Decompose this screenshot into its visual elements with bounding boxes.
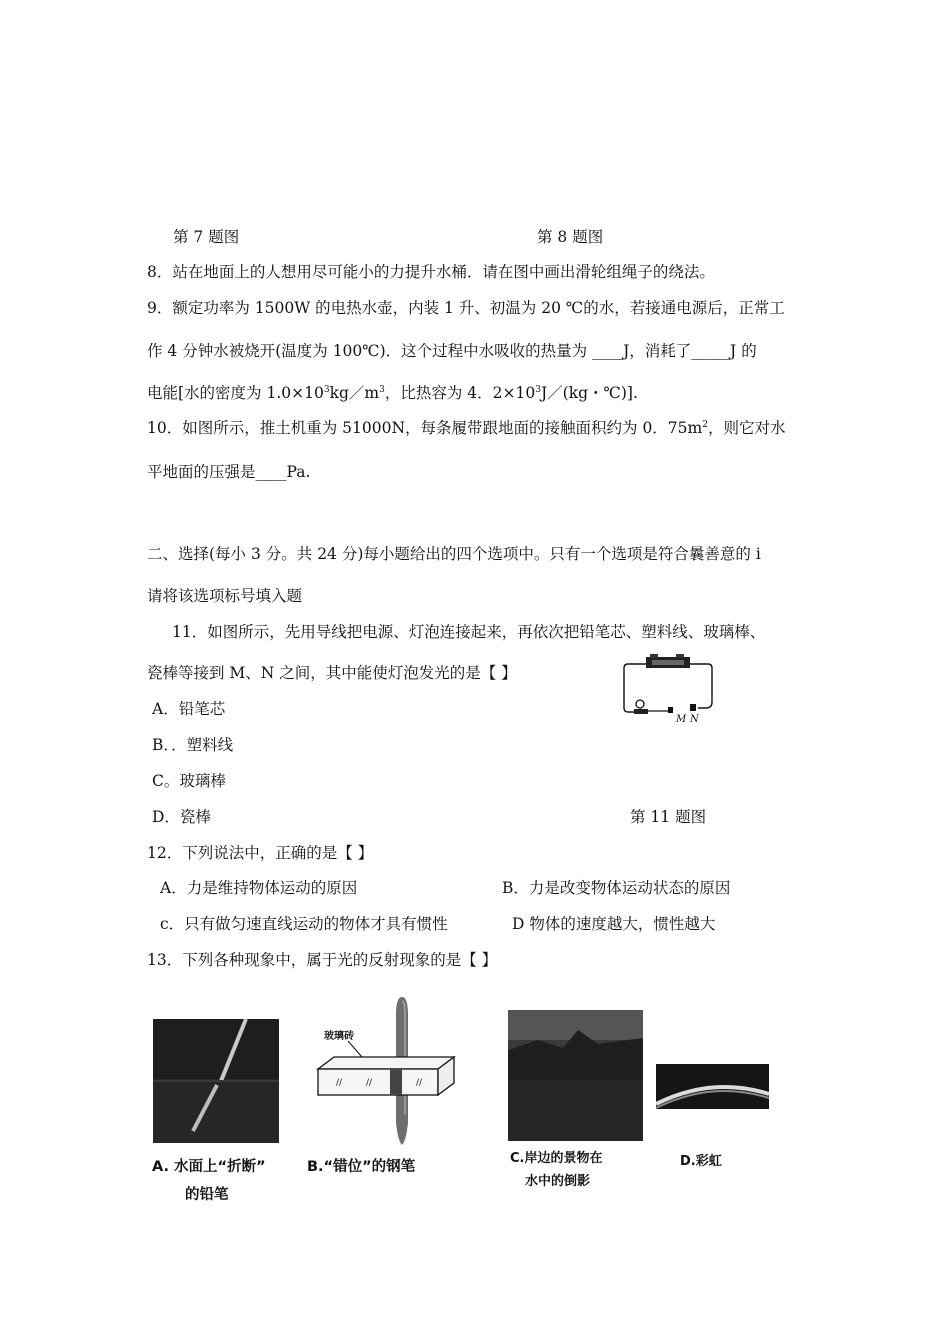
question-13-stem: 13．下列各种现象中，属于光的反射现象的是【 】: [147, 951, 498, 969]
section-2-heading: 二、选择(每小 3 分。共 24 分)每小题给出的四个选项中。只有一个选项是符合曩善意的 i: [147, 545, 761, 563]
label-m: M: [676, 714, 687, 724]
photo-refracted-pencil: [153, 1019, 279, 1143]
fig11-caption: 第 11 题图: [630, 808, 707, 826]
section-2-instruction: 请将该选项标号填入题: [147, 587, 303, 605]
glass-block-pen-figure: [310, 995, 460, 1147]
pencil-drawing: [153, 1019, 279, 1143]
glass-block-label: 玻璃砖: [324, 1031, 354, 1042]
svg-text://: //: [366, 1078, 373, 1088]
caption-d: D.彩虹: [680, 1154, 722, 1169]
reflection-drawing: [508, 1010, 643, 1141]
question-9-line3: 电能[水的密度为 $1.0\times 10^3kg/m^3$，比热容为 4．$2\times 10^3J/(kg$・℃)].: [147, 384, 638, 402]
caption-c-line1: C.岸边的景物在: [510, 1151, 603, 1166]
q12-option-d: D 物体的速度越大，惯性越大: [512, 915, 716, 933]
rainbow-drawing: [656, 1064, 769, 1109]
circuit-figure: [612, 652, 722, 724]
q12-option-b: B．力是改变物体运动状态的原因: [502, 879, 731, 897]
photo-reflection: [508, 1010, 643, 1141]
q11-option-a: A．铅笔芯: [152, 700, 226, 718]
question-10-line2: 平地面的压强是____Pa.: [147, 463, 311, 481]
label-n: N: [690, 714, 699, 724]
svg-text://: //: [416, 1078, 423, 1088]
question-9-line1: 9．额定功率为 1500W 的电热水壶，内装 1 升、初温为 20 ℃的水，若接通电源后，正常工: [147, 299, 785, 317]
svg-text://: //: [336, 1078, 343, 1088]
q11-option-c: C。玻璃棒: [152, 772, 226, 790]
q12-option-a: A．力是维持物体运动的原因: [160, 879, 358, 897]
caption-a-line2: 的铅笔: [185, 1187, 229, 1203]
question-9-line2: 作 4 分钟水被烧开(温度为 100℃)．这个过程中水吸收的热量为 ____J，消耗了_____J 的: [147, 342, 757, 360]
question-11-line2: 瓷棒等接到 M、N 之间，其中能使灯泡发光的是【 】: [147, 664, 517, 682]
caption-b: B.“错位”的钢笔: [307, 1159, 416, 1175]
q11-option-b: B．．塑料线: [152, 736, 234, 754]
q11-option-d: D．瓷棒: [152, 808, 211, 826]
photo-rainbow: [656, 1064, 769, 1109]
question-12-stem: 12．下列说法中，正确的是【 】: [147, 844, 374, 862]
question-8: 8．站在地面上的人想用尽可能小的力提升水桶．请在图中画出滑轮组绳子的绕法。: [147, 263, 715, 281]
caption-a-line1: A. 水面上“折断”: [152, 1159, 266, 1175]
question-11-line1: 11．如图所示，先用导线把电源、灯泡连接起来，再依次把铅笔芯、塑料线、玻璃棒、: [172, 623, 766, 641]
q12-option-c: c．只有做匀速直线运动的物体才具有惯性: [160, 915, 448, 933]
caption-c-line2: 水中的倒影: [525, 1174, 591, 1189]
fig8-caption: 第 8 题图: [537, 228, 604, 246]
question-10-line1: 10．如图所示，推土机重为 51000N，每条履带跟地面的接触面积约为 0．$75m^2$，则它对水: [147, 419, 786, 437]
fig7-caption: 第 7 题图: [173, 228, 240, 246]
